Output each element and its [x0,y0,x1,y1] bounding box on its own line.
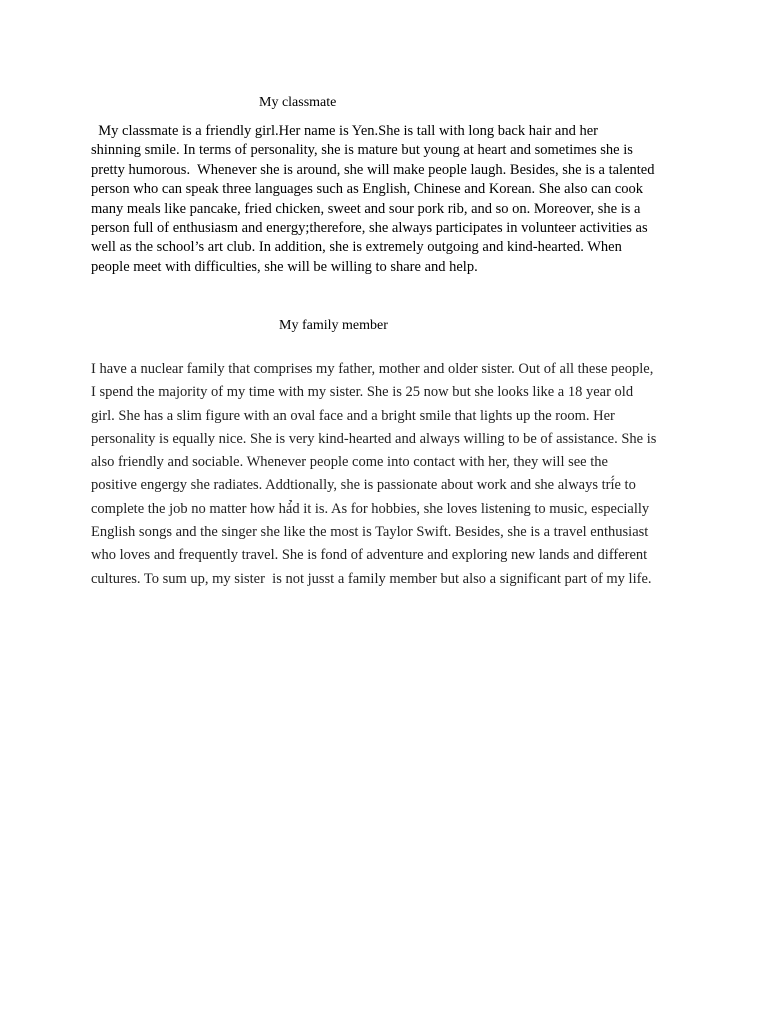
text-line: people meet with difficulties, she will be willing to share and help. [91,258,478,275]
paragraph-classmate [91,122,681,277]
text-line: I have a nuclear family that comprises my father, mother and older sister. Out of all these people, [91,361,654,377]
text-line: shinning smile. In terms of personality, she is mature but young at heart and sometimes she is [91,142,633,159]
text-line: well as the school’s art club. In addition, she is extremely outgoing and kind-hearted. When [91,239,622,256]
text-line: who loves and frequently travel. She is fond of adventure and exploring new lands and different [91,547,648,564]
paragraph-family [91,358,681,591]
text-line: also friendly and sociable. Whenever people come into contact with her, they will see the [91,454,608,471]
text-line: I spend the majority of my time with my sister. She is 25 now but she looks like a 18 year old [91,384,634,401]
text-line: English songs and the singer she like the most is Taylor Swift. Besides, she is a travel enthusiast [91,524,649,541]
text-line: cultures. To sum up, my sister is not jusst a family member but also a significant part of my life. [91,570,652,587]
text-line: personality is equally nice. She is very kind-hearted and always willing to be of assistance. She is [91,430,657,447]
text-line: many meals like pancake, fried chicken, sweet and sour pork rib, and so on. Moreover, she is a [91,200,641,217]
text-line: complete the job no matter how hả̉d it is. As for hobbies, she loves listening to music, especially [91,500,650,517]
text-line: girl. She has a slim figure with an oval face and a bright smile that lights up the room. Her [91,407,615,424]
text-line: person full of enthusiasm and energy;therefore, she always participates in volunteer activities as [91,220,648,237]
text-line: positive engergy she radiates. Addtionally, she is passionate about work and she always trí́e to [91,477,636,494]
text-line: My classmate is a friendly girl.Her name is Yen.She is tall with long back hair and her [91,123,598,139]
text-line: person who can speak three languages such as English, Chinese and Korean. She also can cook [91,181,644,198]
text-line: pretty humorous. Whenever she is around, she will make people laugh. Besides, she is a talented [91,161,655,178]
section-title-family: My family member [279,318,388,333]
section-title-classmate: My classmate [259,95,337,110]
